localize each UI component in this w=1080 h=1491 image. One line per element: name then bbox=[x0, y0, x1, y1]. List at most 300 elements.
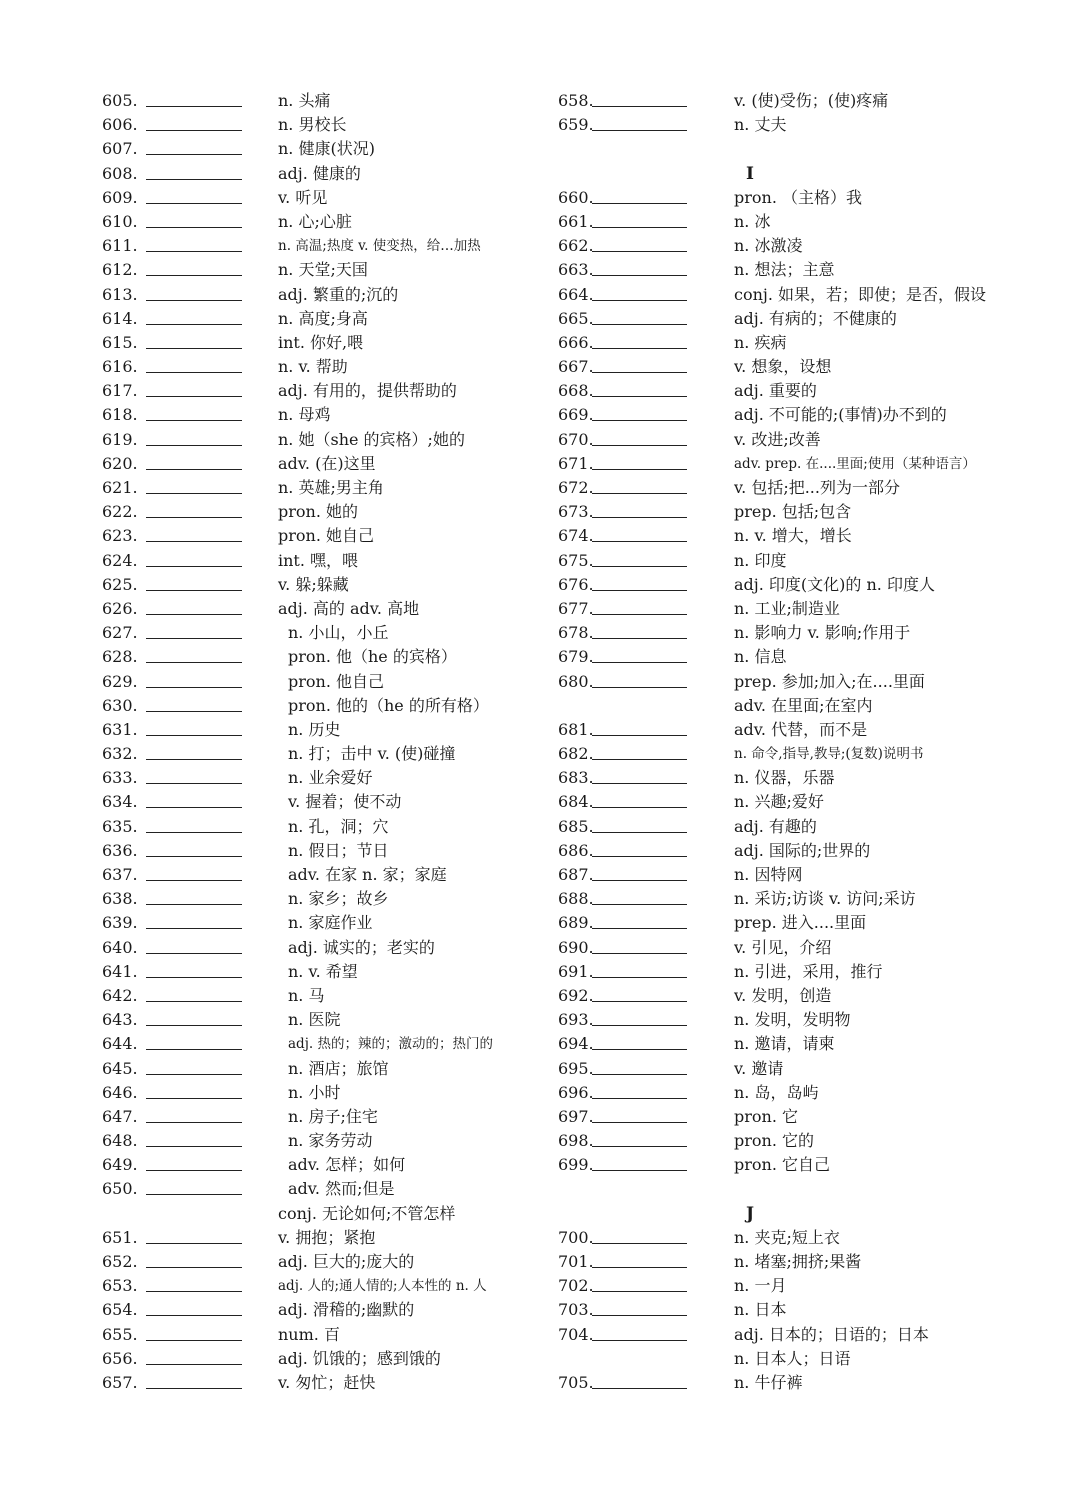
vocab-entry bbox=[558, 887, 988, 911]
answer-blank[interactable] bbox=[592, 1315, 687, 1316]
vocab-entry bbox=[558, 1105, 988, 1129]
answer-blank[interactable] bbox=[146, 106, 242, 107]
answer-blank[interactable] bbox=[146, 372, 242, 373]
vocab-entry bbox=[102, 911, 542, 935]
entry-number: 655. bbox=[102, 1324, 138, 1344]
definition: pron. 它的 bbox=[734, 1131, 815, 1151]
definition: n. 家乡；故乡 bbox=[288, 889, 389, 909]
answer-blank[interactable] bbox=[146, 638, 242, 639]
answer-blank[interactable] bbox=[592, 324, 687, 325]
entry-number: 636. bbox=[102, 840, 138, 860]
answer-blank[interactable] bbox=[592, 1340, 687, 1341]
answer-blank[interactable] bbox=[146, 566, 242, 567]
answer-blank[interactable] bbox=[592, 445, 687, 446]
vocab-entry bbox=[558, 283, 988, 307]
vocab-entry bbox=[558, 1298, 988, 1322]
answer-blank[interactable] bbox=[592, 1098, 687, 1099]
answer-blank[interactable] bbox=[146, 1098, 242, 1099]
definition: pron. 它自己 bbox=[734, 1155, 831, 1175]
answer-blank[interactable] bbox=[146, 348, 242, 349]
entry-number: 679. bbox=[558, 647, 594, 667]
answer-blank[interactable] bbox=[146, 179, 242, 180]
answer-blank[interactable] bbox=[146, 1170, 242, 1171]
answer-blank[interactable] bbox=[146, 1388, 242, 1389]
answer-blank[interactable] bbox=[592, 203, 687, 204]
entry-number: 634. bbox=[102, 792, 138, 812]
vocab-entry bbox=[102, 113, 542, 137]
answer-blank[interactable] bbox=[592, 1170, 687, 1171]
answer-blank[interactable] bbox=[592, 1146, 687, 1147]
vocab-entry bbox=[558, 258, 988, 282]
vocab-entry bbox=[102, 379, 542, 403]
vocab-entry bbox=[102, 500, 542, 524]
entry-number: 614. bbox=[102, 308, 138, 328]
entry-number: 677. bbox=[558, 598, 594, 618]
definition: n. 假日；节日 bbox=[288, 840, 389, 860]
entry-number: 642. bbox=[102, 985, 138, 1005]
definition: n. 家庭作业 bbox=[288, 913, 373, 933]
entry-number: 670. bbox=[558, 429, 594, 449]
vocab-entry bbox=[558, 1081, 988, 1105]
answer-blank[interactable] bbox=[592, 1122, 687, 1123]
answer-blank[interactable] bbox=[146, 614, 242, 615]
entry-number: 646. bbox=[102, 1082, 138, 1102]
answer-blank[interactable] bbox=[592, 832, 687, 833]
answer-blank[interactable] bbox=[146, 880, 242, 881]
vocab-entry bbox=[102, 670, 542, 694]
definition: int. 嘿，喂 bbox=[278, 550, 359, 570]
answer-blank[interactable] bbox=[146, 759, 242, 760]
entry-number: 703. bbox=[558, 1300, 594, 1320]
entry-number: 696. bbox=[558, 1082, 594, 1102]
vocab-entry bbox=[558, 645, 988, 669]
definition: adv. 怎样；如何 bbox=[288, 1155, 406, 1175]
definition: n. 因特网 bbox=[734, 865, 803, 884]
vocab-entry bbox=[102, 1250, 542, 1274]
answer-blank[interactable] bbox=[146, 1364, 242, 1365]
vocab-entry bbox=[102, 1032, 542, 1056]
definition: adj. 日本的；日语的；日本 bbox=[734, 1324, 929, 1344]
definition: v. 拥抱；紧抱 bbox=[278, 1227, 376, 1247]
answer-blank[interactable] bbox=[146, 1315, 242, 1316]
definition: n. 房子;住宅 bbox=[288, 1106, 378, 1126]
vocab-entry bbox=[558, 500, 988, 524]
answer-blank[interactable] bbox=[592, 662, 687, 663]
answer-blank[interactable] bbox=[592, 227, 687, 228]
answer-blank[interactable] bbox=[146, 445, 242, 446]
answer-blank[interactable] bbox=[146, 1146, 242, 1147]
answer-blank[interactable] bbox=[592, 928, 687, 929]
answer-blank[interactable] bbox=[592, 493, 687, 494]
entry-number: 668. bbox=[558, 381, 594, 401]
answer-blank[interactable] bbox=[592, 566, 687, 567]
answer-blank[interactable] bbox=[146, 396, 242, 397]
answer-blank[interactable] bbox=[592, 396, 687, 397]
answer-blank[interactable] bbox=[146, 251, 242, 252]
answer-blank[interactable] bbox=[146, 1243, 242, 1244]
vocab-entry bbox=[102, 1347, 542, 1371]
vocab-entry bbox=[102, 694, 542, 718]
vocab-entry bbox=[558, 839, 988, 863]
vocab-entry bbox=[558, 403, 988, 427]
answer-blank[interactable] bbox=[146, 735, 242, 736]
entry-number: 705. bbox=[558, 1372, 594, 1392]
vocab-entry bbox=[558, 936, 988, 960]
entry-number: 611. bbox=[102, 236, 138, 256]
definition: n. 疾病 bbox=[734, 332, 787, 352]
answer-blank[interactable] bbox=[592, 856, 687, 857]
vocab-entry bbox=[102, 162, 542, 186]
answer-blank[interactable] bbox=[146, 203, 242, 204]
answer-blank[interactable] bbox=[146, 300, 242, 301]
answer-blank[interactable] bbox=[592, 735, 687, 736]
definition: adj. 滑稽的;幽默的 bbox=[278, 1300, 415, 1320]
entry-number: 657. bbox=[102, 1372, 138, 1392]
entry-number: 664. bbox=[558, 284, 594, 304]
entry-number: 702. bbox=[558, 1276, 594, 1296]
entry-number: 676. bbox=[558, 574, 594, 594]
entry-number: 666. bbox=[558, 332, 594, 352]
definition: adj. 繁重的;沉的 bbox=[278, 284, 399, 304]
answer-blank[interactable] bbox=[592, 251, 687, 252]
answer-blank[interactable] bbox=[146, 420, 242, 421]
entry-number: 692. bbox=[558, 985, 594, 1005]
entry-number: 665. bbox=[558, 308, 594, 328]
answer-blank[interactable] bbox=[146, 687, 242, 688]
definition: v. 匆忙；赶快 bbox=[278, 1372, 376, 1392]
entry-number: 680. bbox=[558, 671, 594, 691]
answer-blank[interactable] bbox=[592, 590, 687, 591]
answer-blank[interactable] bbox=[592, 759, 687, 760]
answer-blank[interactable] bbox=[146, 856, 242, 857]
vocab-entry bbox=[558, 234, 988, 258]
entry-number: 674. bbox=[558, 526, 594, 546]
answer-blank[interactable] bbox=[592, 469, 687, 470]
definition: adj. 国际的;世界的 bbox=[734, 840, 871, 860]
answer-blank[interactable] bbox=[146, 832, 242, 833]
vocab-entry bbox=[558, 960, 988, 984]
definition: conj. 无论如何;不管怎样 bbox=[278, 1203, 456, 1223]
answer-blank[interactable] bbox=[146, 493, 242, 494]
definition: int. 你好,喂 bbox=[278, 332, 364, 352]
vocab-entry bbox=[558, 1129, 988, 1153]
definition: adj. 有趣的 bbox=[734, 816, 817, 836]
vocab-entry bbox=[558, 766, 988, 790]
vocab-entry bbox=[102, 645, 542, 669]
entry-number: 624. bbox=[102, 550, 138, 570]
vocab-entry bbox=[102, 1081, 542, 1105]
definition: n. 健康(状况) bbox=[278, 139, 375, 159]
entry-number: 671. bbox=[558, 453, 594, 473]
answer-blank[interactable] bbox=[592, 953, 687, 954]
vocab-entry bbox=[558, 210, 988, 234]
answer-blank[interactable] bbox=[146, 1194, 242, 1195]
vocab-entry bbox=[558, 1274, 988, 1298]
vocab-entry bbox=[558, 89, 988, 113]
answer-blank[interactable] bbox=[146, 1340, 242, 1341]
vocab-entry bbox=[558, 863, 988, 887]
answer-blank[interactable] bbox=[146, 904, 242, 905]
answer-blank[interactable] bbox=[592, 372, 687, 373]
answer-blank[interactable] bbox=[592, 420, 687, 421]
entry-number: 615. bbox=[102, 332, 138, 352]
answer-blank[interactable] bbox=[592, 977, 687, 978]
vocab-entry bbox=[558, 476, 988, 500]
entry-number: 606. bbox=[102, 115, 138, 135]
entry-number: 613. bbox=[102, 284, 138, 304]
entry-number: 620. bbox=[102, 453, 138, 473]
definition: n. 采访;访谈 v. 访问;采访 bbox=[734, 889, 916, 909]
answer-blank[interactable] bbox=[592, 1243, 687, 1244]
definition: n. 引进，采用，推行 bbox=[734, 961, 883, 981]
vocab-entry bbox=[558, 1032, 988, 1056]
answer-blank[interactable] bbox=[592, 275, 687, 276]
vocab-entry bbox=[102, 1371, 542, 1395]
entry-number: 704. bbox=[558, 1324, 594, 1344]
definition: prep. 包括;包含 bbox=[734, 502, 852, 522]
answer-blank[interactable] bbox=[592, 517, 687, 518]
vocab-entry bbox=[558, 815, 988, 839]
answer-blank[interactable] bbox=[146, 977, 242, 978]
entry-number: 639. bbox=[102, 913, 138, 933]
vocab-entry bbox=[102, 1298, 542, 1322]
answer-blank[interactable] bbox=[146, 1001, 242, 1002]
answer-blank[interactable] bbox=[146, 590, 242, 591]
vocab-entry bbox=[558, 742, 988, 766]
entry-number: 645. bbox=[102, 1058, 138, 1078]
entry-number: 697. bbox=[558, 1106, 594, 1126]
definition: v. 听见 bbox=[278, 187, 328, 207]
answer-blank[interactable] bbox=[146, 711, 242, 712]
vocab-entry bbox=[558, 984, 988, 1008]
definition: n. 冰激凌 bbox=[734, 236, 803, 256]
definition: adj. 诚实的；老实的 bbox=[288, 937, 435, 957]
definition: pron. 它 bbox=[734, 1106, 799, 1126]
entry-number: 684. bbox=[558, 792, 594, 812]
answer-blank[interactable] bbox=[146, 517, 242, 518]
definition: adj. 印度(文化)的 n. 印度人 bbox=[734, 574, 935, 594]
definition: n. 日本 bbox=[734, 1300, 787, 1320]
vocab-entry bbox=[102, 283, 542, 307]
answer-blank[interactable] bbox=[146, 1049, 242, 1050]
entry-number: 656. bbox=[102, 1348, 138, 1368]
entry-number: 698. bbox=[558, 1131, 594, 1151]
section-letter-heading bbox=[558, 162, 988, 186]
answer-blank[interactable] bbox=[146, 1291, 242, 1292]
vocab-entry bbox=[102, 790, 542, 814]
answer-blank[interactable] bbox=[146, 928, 242, 929]
section-letter: J bbox=[746, 1203, 755, 1224]
vocab-entry bbox=[102, 307, 542, 331]
definition: conj. 如果，若；即使；是否，假设 bbox=[734, 284, 987, 304]
entry-number: 694. bbox=[558, 1034, 594, 1054]
vocab-entry bbox=[102, 1153, 542, 1177]
answer-blank[interactable] bbox=[592, 807, 687, 808]
entry-number: 608. bbox=[102, 163, 138, 183]
vocab-entry bbox=[102, 960, 542, 984]
answer-blank[interactable] bbox=[592, 1074, 687, 1075]
answer-blank[interactable] bbox=[146, 324, 242, 325]
answer-blank[interactable] bbox=[146, 275, 242, 276]
definition: pron. 他（he 的宾格） bbox=[288, 647, 457, 667]
definition: n. 头痛 bbox=[278, 91, 331, 110]
answer-blank[interactable] bbox=[146, 1122, 242, 1123]
vocab-entry bbox=[102, 597, 542, 621]
entry-number: 690. bbox=[558, 937, 594, 957]
entry-number: 660. bbox=[558, 187, 594, 207]
answer-blank[interactable] bbox=[146, 1074, 242, 1075]
answer-blank[interactable] bbox=[592, 1049, 687, 1050]
answer-blank[interactable] bbox=[146, 662, 242, 663]
definition: n. 信息 bbox=[734, 647, 787, 667]
vocab-entry bbox=[102, 1226, 542, 1250]
entry-number: 607. bbox=[102, 139, 138, 159]
vocab-entry bbox=[102, 524, 542, 548]
definition: prep. 进入....里面 bbox=[734, 913, 867, 933]
vocab-entry bbox=[102, 863, 542, 887]
definition: v. 想象，设想 bbox=[734, 357, 832, 377]
section-spacer bbox=[558, 137, 988, 161]
answer-blank[interactable] bbox=[146, 154, 242, 155]
vocab-entry bbox=[558, 331, 988, 355]
definition: n. 岛，岛屿 bbox=[734, 1082, 819, 1102]
definition: adv. 代替，而不是 bbox=[734, 719, 868, 739]
answer-blank[interactable] bbox=[146, 1267, 242, 1268]
entry-number: 693. bbox=[558, 1010, 594, 1030]
entry-number: 681. bbox=[558, 719, 594, 739]
definition: v. 躲;躲藏 bbox=[278, 574, 349, 594]
answer-blank[interactable] bbox=[592, 783, 687, 784]
definition: n. 男校长 bbox=[278, 115, 347, 135]
definition: n. 仪器，乐器 bbox=[734, 768, 835, 788]
vocab-entry bbox=[558, 718, 988, 742]
answer-blank[interactable] bbox=[592, 1388, 687, 1389]
entry-number: 631. bbox=[102, 719, 138, 739]
answer-blank[interactable] bbox=[146, 541, 242, 542]
entry-number: 622. bbox=[102, 502, 138, 522]
vocab-entry bbox=[102, 1105, 542, 1129]
vocab-entry bbox=[102, 621, 542, 645]
vocab-entry bbox=[102, 1057, 542, 1081]
definition: n. 工业;制造业 bbox=[734, 598, 840, 618]
answer-blank[interactable] bbox=[592, 687, 687, 688]
answer-blank[interactable] bbox=[146, 953, 242, 954]
entry-number: 695. bbox=[558, 1058, 594, 1078]
vocab-entry bbox=[102, 887, 542, 911]
vocab-entry bbox=[102, 137, 542, 161]
answer-blank[interactable] bbox=[146, 227, 242, 228]
entry-number: 669. bbox=[558, 405, 594, 425]
section-letter: I bbox=[746, 163, 754, 184]
vocab-entry bbox=[102, 984, 542, 1008]
definition: n. 牛仔裤 bbox=[734, 1372, 803, 1392]
answer-blank[interactable] bbox=[146, 130, 242, 131]
entry-number: 673. bbox=[558, 502, 594, 522]
answer-blank[interactable] bbox=[146, 1025, 242, 1026]
answer-blank[interactable] bbox=[592, 1001, 687, 1002]
vocab-entry bbox=[102, 210, 542, 234]
definition: v. (使)受伤；(使)疼痛 bbox=[734, 91, 889, 110]
definition: v. 包括;把...列为一部分 bbox=[734, 478, 900, 497]
definition: n. 兴趣;爱好 bbox=[734, 792, 824, 812]
vocab-entry bbox=[558, 1323, 988, 1347]
vocab-entry bbox=[102, 766, 542, 790]
entry-number: 678. bbox=[558, 623, 594, 643]
definition: n. 高度;身高 bbox=[278, 308, 368, 328]
definition: n. 母鸡 bbox=[278, 405, 331, 425]
entry-number: 629. bbox=[102, 671, 138, 691]
vocab-entry bbox=[102, 355, 542, 379]
definition: n. 冰 bbox=[734, 211, 771, 231]
answer-blank[interactable] bbox=[146, 783, 242, 784]
answer-blank[interactable] bbox=[592, 130, 687, 131]
entry-number: 625. bbox=[102, 574, 138, 594]
entry-number: 635. bbox=[102, 816, 138, 836]
right-column bbox=[558, 89, 988, 1395]
definition: n. 历史 bbox=[288, 719, 341, 739]
entry-number: 652. bbox=[102, 1252, 138, 1271]
entry-number: 640. bbox=[102, 937, 138, 957]
answer-blank[interactable] bbox=[146, 807, 242, 808]
vocab-entry bbox=[102, 1177, 542, 1201]
definition: n. 夹克;短上衣 bbox=[734, 1227, 840, 1247]
vocab-entry bbox=[558, 621, 988, 645]
entry-number: 623. bbox=[102, 526, 138, 546]
definition: n. 孔，洞；穴 bbox=[288, 816, 389, 836]
definition: n. 马 bbox=[288, 985, 325, 1005]
entry-number: 686. bbox=[558, 840, 594, 860]
vocab-entry bbox=[102, 936, 542, 960]
vocab-entry bbox=[558, 1250, 988, 1274]
vocab-entry bbox=[558, 911, 988, 935]
entry-number: 675. bbox=[558, 550, 594, 570]
definition: pron. 她自己 bbox=[278, 526, 375, 546]
definition: v. 握着；使不动 bbox=[288, 792, 402, 812]
answer-blank[interactable] bbox=[592, 1291, 687, 1292]
definition: prep. 参加;加入;在....里面 bbox=[734, 671, 925, 691]
answer-blank[interactable] bbox=[592, 1267, 687, 1268]
answer-blank[interactable] bbox=[146, 469, 242, 470]
left-column bbox=[102, 89, 542, 1395]
vocab-entry bbox=[102, 549, 542, 573]
entry-continuation bbox=[558, 694, 988, 718]
vocab-entry bbox=[102, 742, 542, 766]
answer-blank[interactable] bbox=[592, 106, 687, 107]
answer-blank[interactable] bbox=[592, 348, 687, 349]
definition: adj. 重要的 bbox=[734, 381, 817, 401]
definition: adv. 在家 n. 家；家庭 bbox=[288, 865, 447, 884]
definition: n. 家务劳动 bbox=[288, 1131, 373, 1151]
answer-blank[interactable] bbox=[592, 614, 687, 615]
definition: n. 想法；主意 bbox=[734, 260, 835, 280]
vocab-entry bbox=[102, 1323, 542, 1347]
answer-blank[interactable] bbox=[592, 300, 687, 301]
answer-blank[interactable] bbox=[592, 638, 687, 639]
definition: n. 小山，小丘 bbox=[288, 623, 389, 643]
vocab-entry bbox=[558, 113, 988, 137]
entry-number: 617. bbox=[102, 381, 138, 401]
vocab-entry bbox=[102, 234, 542, 258]
vocab-entry bbox=[558, 573, 988, 597]
entry-number: 662. bbox=[558, 236, 594, 256]
entry-number: 683. bbox=[558, 768, 594, 788]
definition: n. 印度 bbox=[734, 550, 787, 570]
answer-blank[interactable] bbox=[592, 880, 687, 881]
answer-blank[interactable] bbox=[592, 1025, 687, 1026]
entry-number: 685. bbox=[558, 816, 594, 836]
answer-blank[interactable] bbox=[592, 541, 687, 542]
answer-blank[interactable] bbox=[592, 904, 687, 905]
